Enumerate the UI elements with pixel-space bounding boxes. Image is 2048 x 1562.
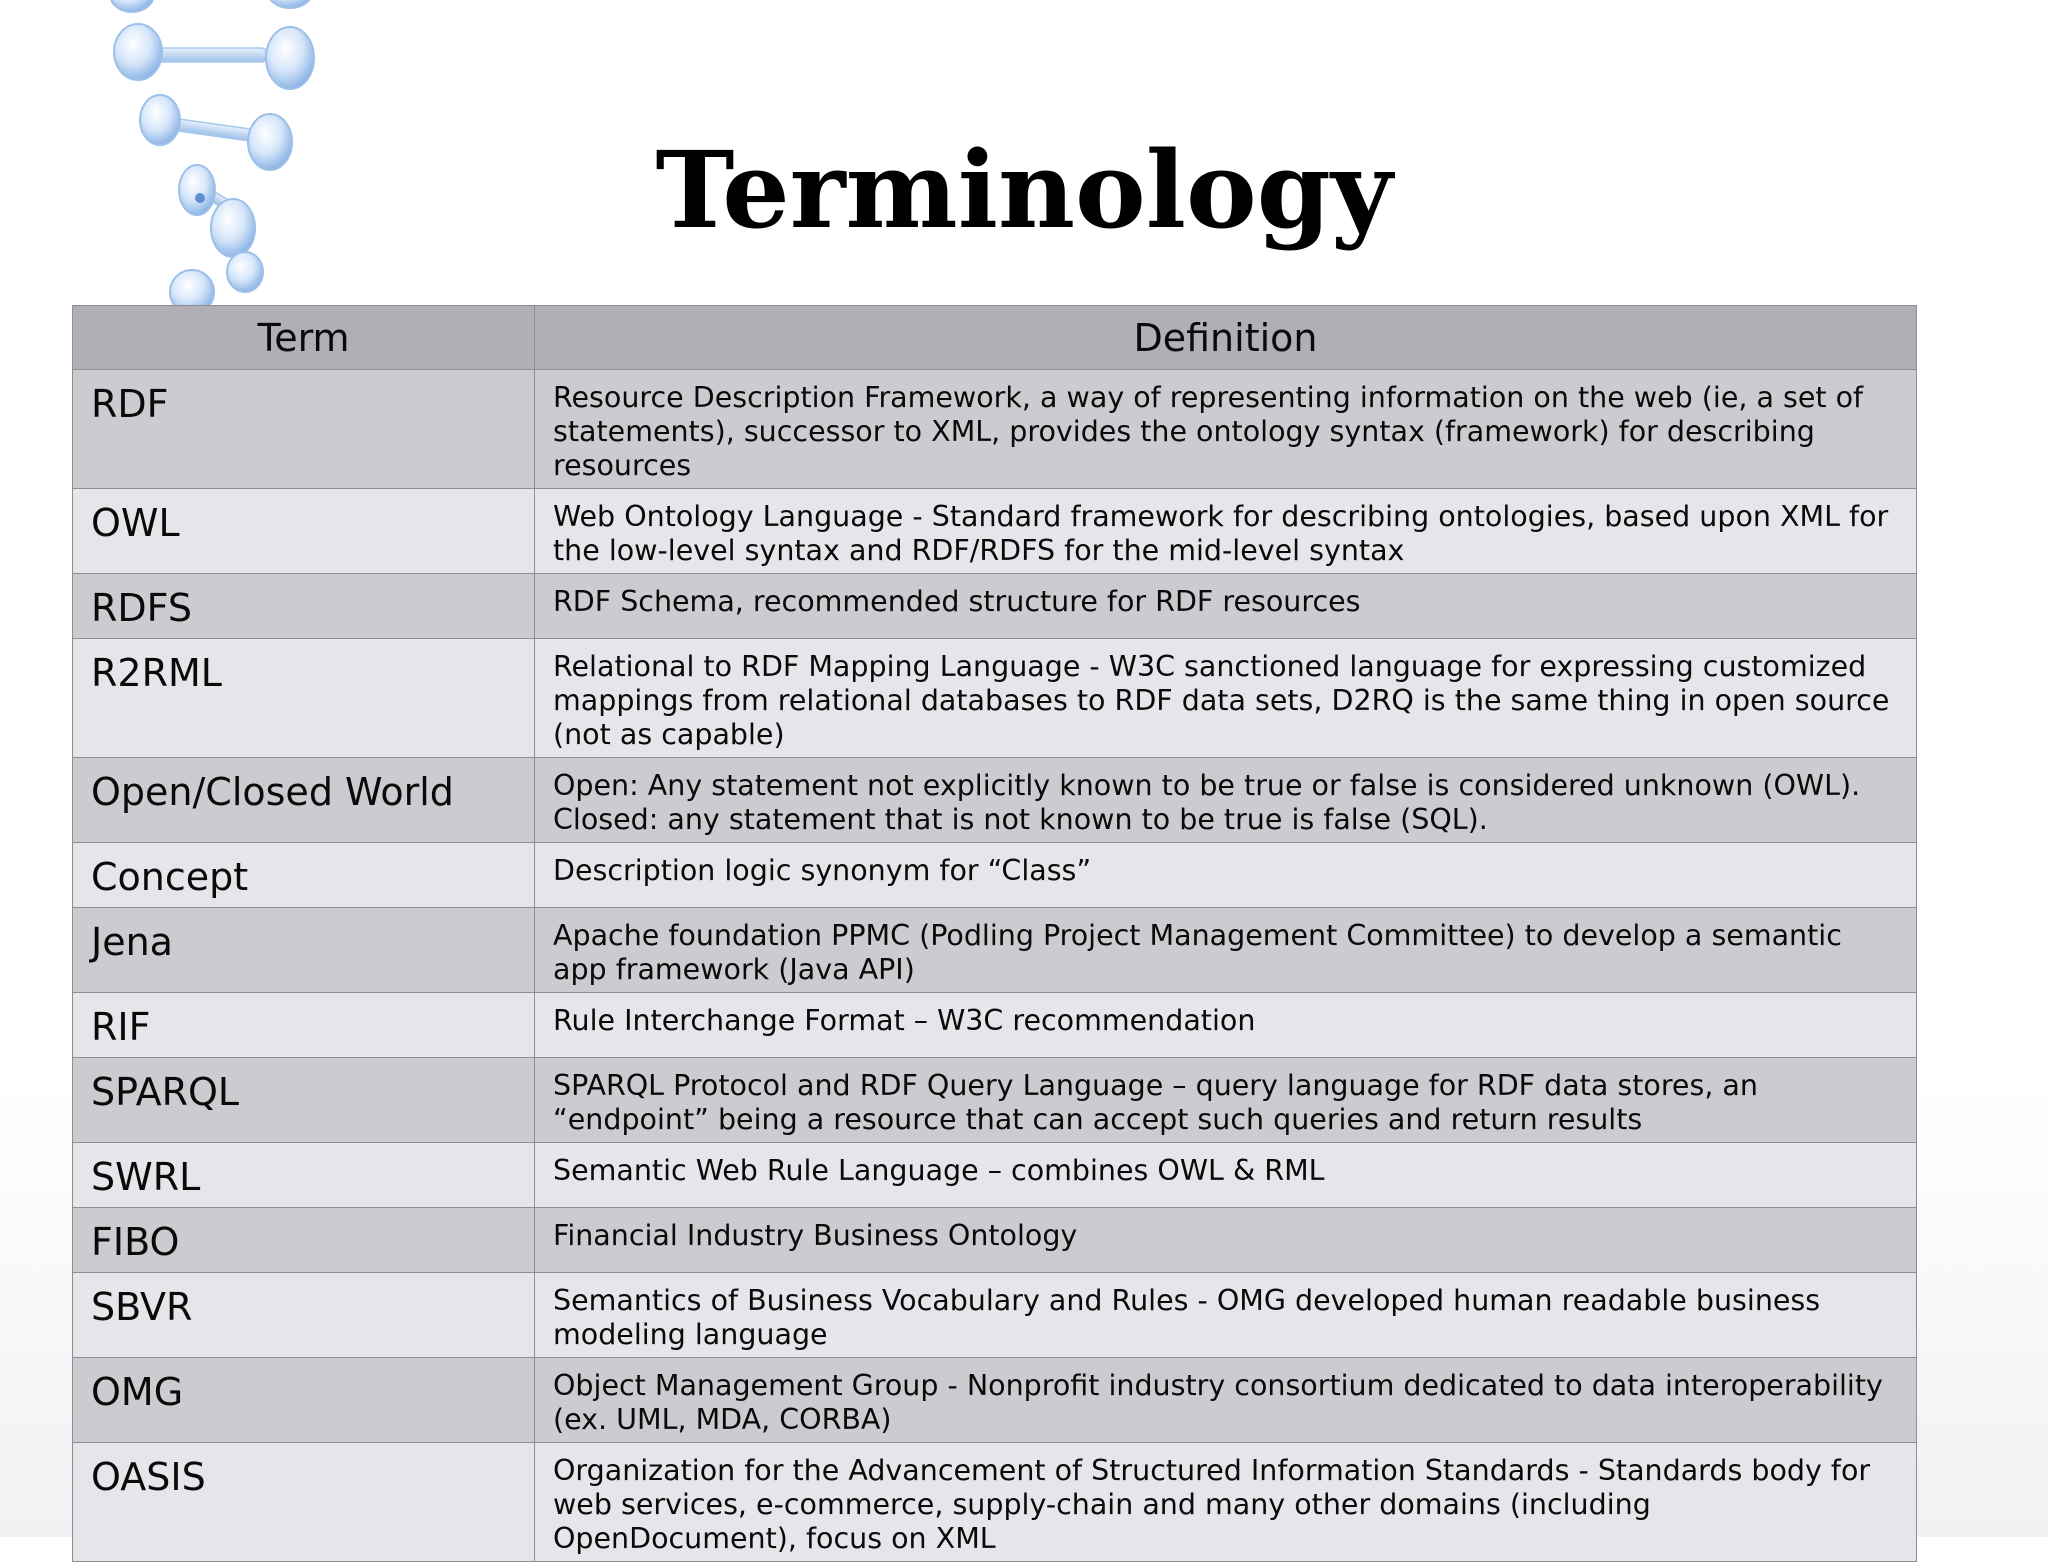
definition-cell: Apache foundation PPMC (Podling Project Management Committee) to develop a semantic app framework (Java API) [535, 908, 1917, 993]
term-cell: RDFS [73, 574, 535, 639]
table-row [73, 1058, 1917, 1143]
term-cell: RDF [73, 370, 535, 489]
slide-title: Terminology [655, 127, 1393, 252]
term-cell: SPARQL [73, 1058, 535, 1143]
term-cell: OMG [73, 1358, 535, 1443]
definition-cell: Open: Any statement not explicitly known to be true or false is considered unknown (OWL). Closed: any statement that is not known to be true is false (SQL). [535, 758, 1917, 843]
term-cell: SBVR [73, 1273, 535, 1358]
terminology-table [72, 305, 1917, 1562]
definition-column-header: Definition [535, 306, 1917, 370]
table-row [73, 843, 1917, 908]
table-row [73, 574, 1917, 639]
table-row [73, 993, 1917, 1058]
definition-cell: Description logic synonym for “Class” [535, 843, 1917, 908]
term-cell: SWRL [73, 1143, 535, 1208]
term-cell: Concept [73, 843, 535, 908]
table-row [73, 370, 1917, 489]
table-header-row [73, 306, 1917, 370]
table-row [73, 489, 1917, 574]
term-cell: OWL [73, 489, 535, 574]
definition-cell: Financial Industry Business Ontology [535, 1208, 1917, 1273]
definition-cell: Organization for the Advancement of Structured Information Standards - Standards body for web services, e-commerce, supply-chain and many other domains (including OpenDocument), focus on XML [535, 1443, 1917, 1562]
table-row [73, 1443, 1917, 1562]
term-cell: Jena [73, 908, 535, 993]
definition-cell: RDF Schema, recommended structure for RDF resources [535, 574, 1917, 639]
table-row [73, 1273, 1917, 1358]
definition-cell: Rule Interchange Format – W3C recommendation [535, 993, 1917, 1058]
definition-cell: Resource Description Framework, a way of representing information on the web (ie, a set of statements), successor to XML, provides the ontology syntax (framework) for describing resources [535, 370, 1917, 489]
definition-cell: SPARQL Protocol and RDF Query Language – query language for RDF data stores, an “endpoint” being a resource that can accept such queries and return results [535, 1058, 1917, 1143]
definition-cell: Semantics of Business Vocabulary and Rules - OMG developed human readable business modeling language [535, 1273, 1917, 1358]
table-row [73, 1208, 1917, 1273]
term-column-header: Term [73, 306, 535, 370]
table-row [73, 639, 1917, 758]
term-cell: RIF [73, 993, 535, 1058]
definition-cell: Web Ontology Language - Standard framework for describing ontologies, based upon XML for the low-level syntax and RDF/RDFS for the mid-level syntax [535, 489, 1917, 574]
terminology-table-container [72, 305, 1916, 1555]
term-cell: FIBO [73, 1208, 535, 1273]
definition-cell: Relational to RDF Mapping Language - W3C sanctioned language for expressing customized mappings from relational databases to RDF data sets, D2RQ is the same thing in open source (not as capable) [535, 639, 1917, 758]
definition-cell: Semantic Web Rule Language – combines OWL & RML [535, 1143, 1917, 1208]
table-row [73, 758, 1917, 843]
table-row [73, 1143, 1917, 1208]
term-cell: R2RML [73, 639, 535, 758]
definition-cell: Object Management Group - Nonprofit industry consortium dedicated to data interoperability (ex. UML, MDA, CORBA) [535, 1358, 1917, 1443]
term-cell: Open/Closed World [73, 758, 535, 843]
table-row [73, 1358, 1917, 1443]
table-row [73, 908, 1917, 993]
term-cell: OASIS [73, 1443, 535, 1562]
